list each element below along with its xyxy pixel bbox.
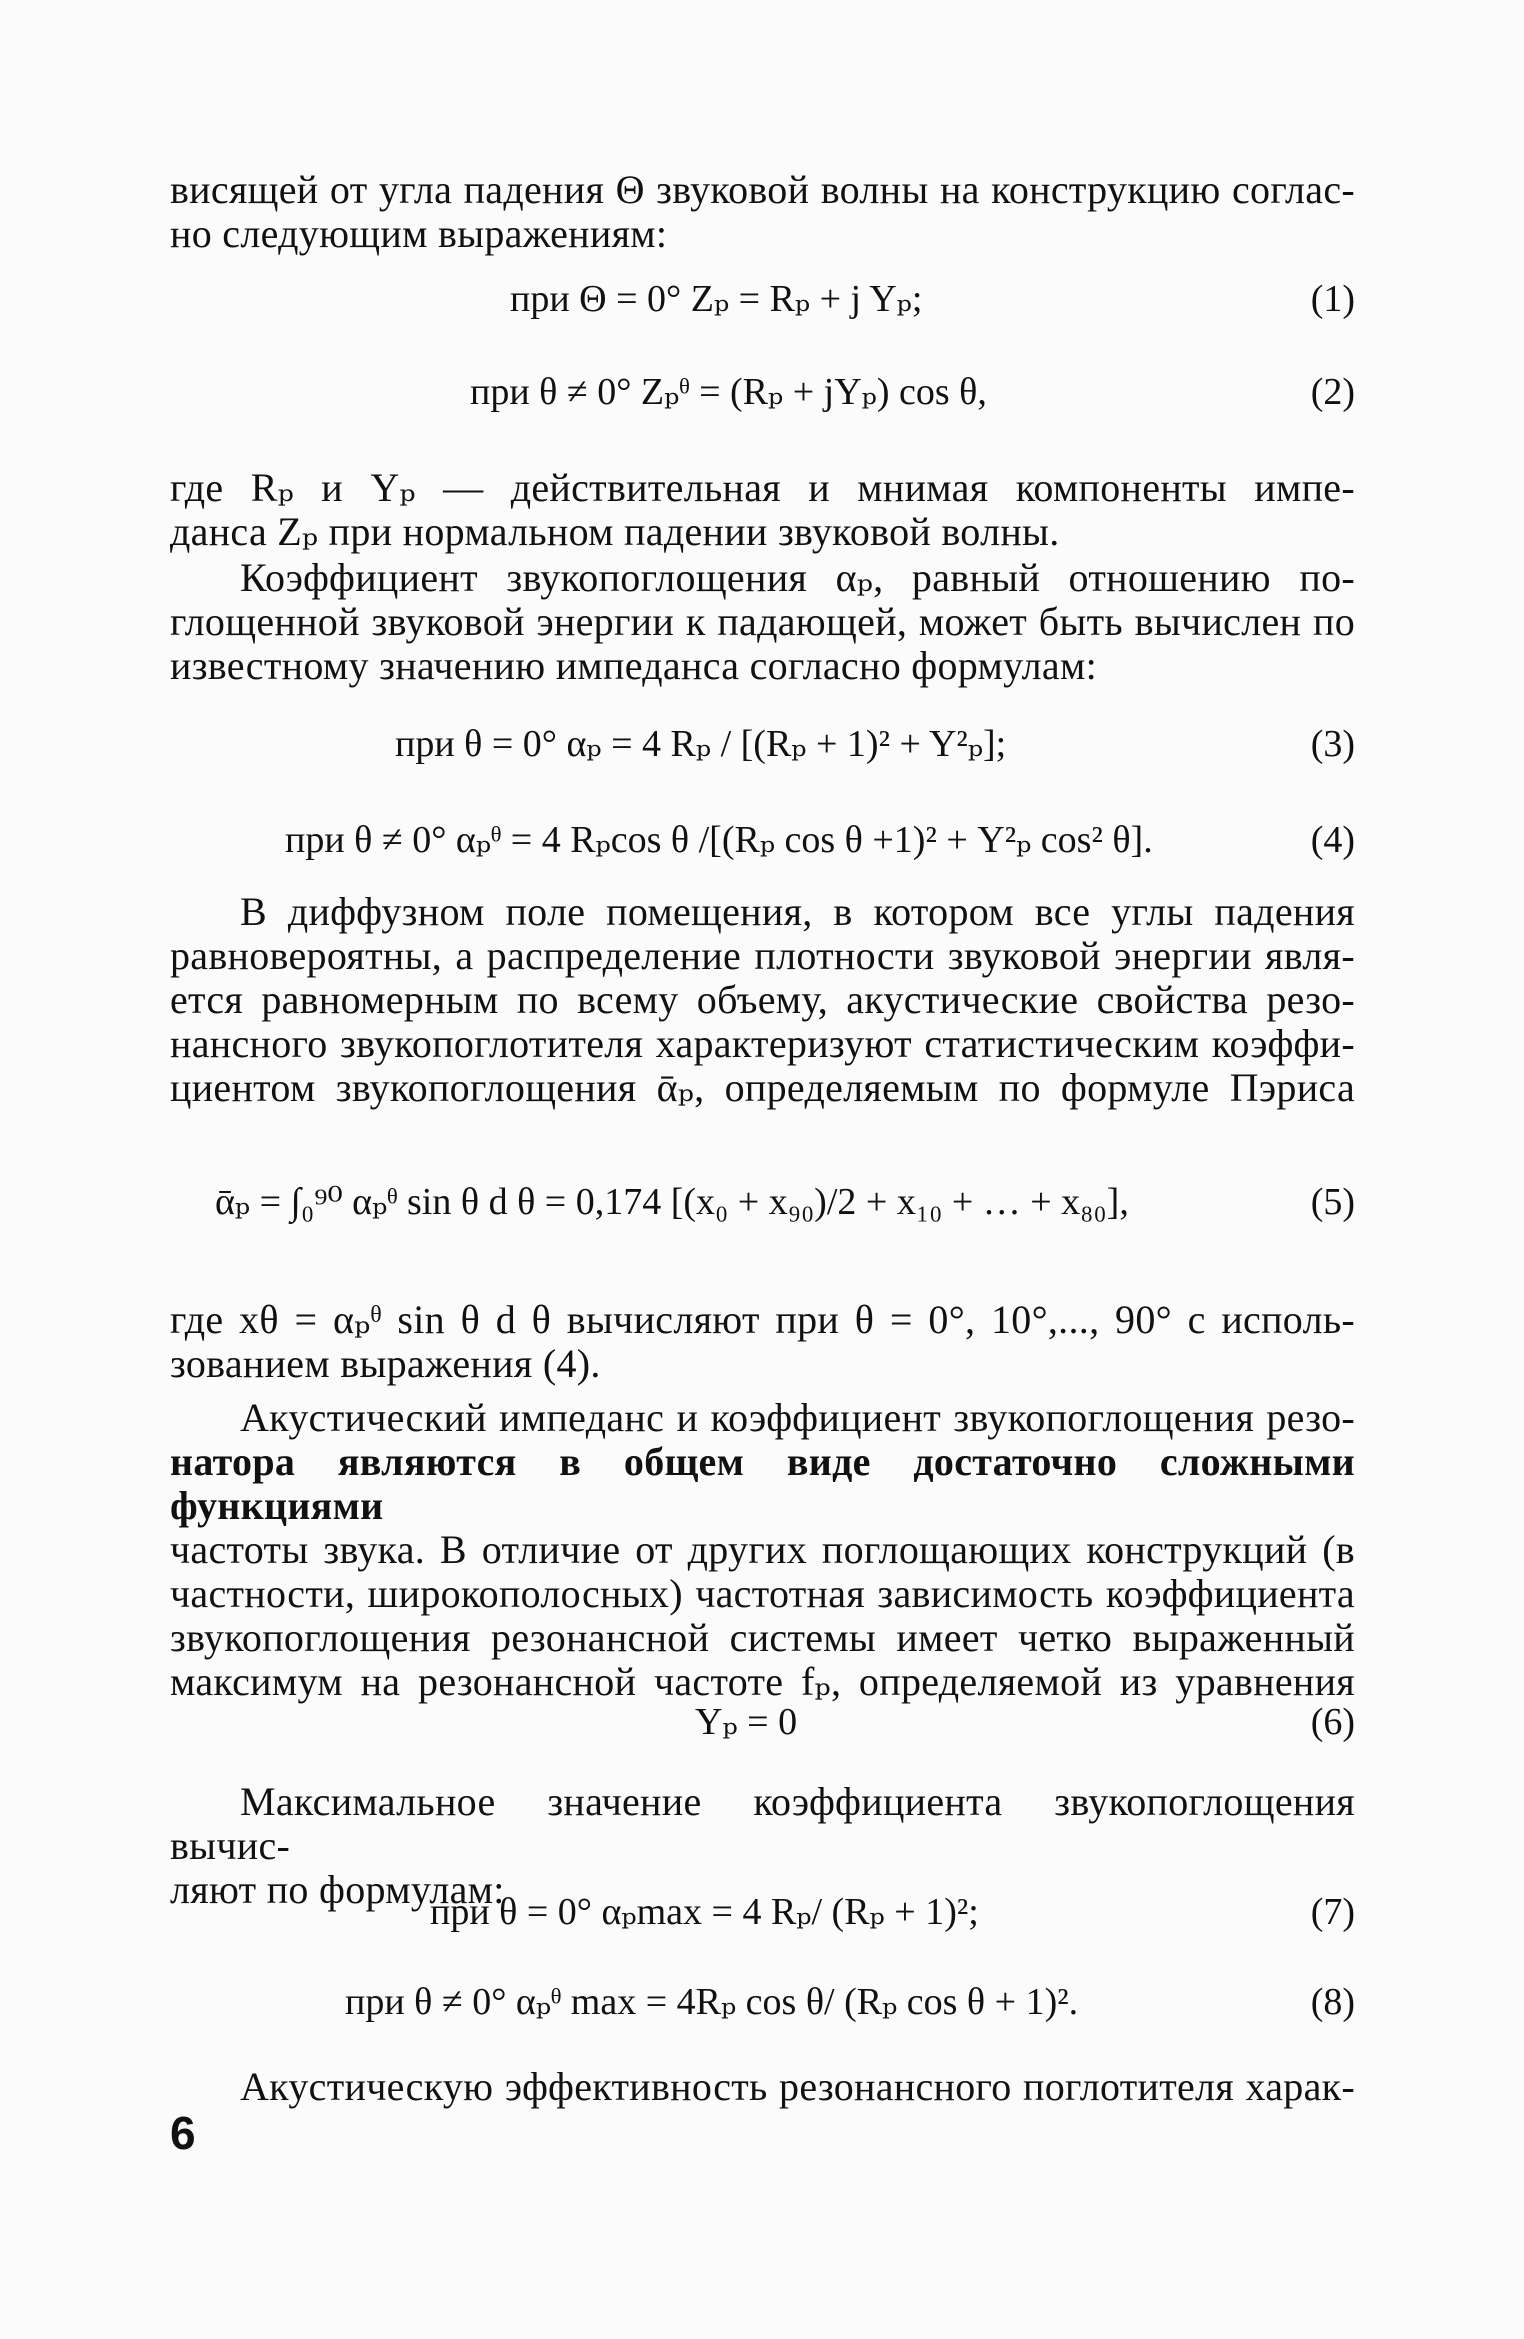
text-line: где xθ = αₚᶿ sin θ d θ вычисляют при θ = 0°, 10°,..., 90° с исполь- bbox=[170, 1297, 1355, 1342]
equation-4: при θ ≠ 0° αₚᶿ = 4 Rₚcos θ /[(Rₚ cos θ +1)² + Y²ₚ cos² θ]. bbox=[285, 819, 1153, 861]
text-line: нансного звукопоглотителя характеризуют статистическим коэффи- bbox=[170, 1021, 1355, 1066]
text-line: равновероятны, а распределение плотности звуковой энергии явля- bbox=[170, 933, 1355, 978]
text-line: данса Zₚ при нормальном падении звуковой волны. bbox=[170, 509, 1060, 554]
equation-number: (7) bbox=[1310, 1891, 1355, 1933]
coefficient-paragraph bbox=[170, 556, 1355, 688]
equation-number: (3) bbox=[1310, 723, 1355, 765]
text-line: известному значению импеданса согласно формулам: bbox=[170, 643, 1097, 688]
where-paragraph-2 bbox=[170, 1298, 1355, 1386]
text-line: Максимальное значение коэффициента звукопоглощения вычис- bbox=[170, 1779, 1355, 1868]
equation-number: (2) bbox=[1310, 371, 1355, 413]
text-line: максимум на резонансной частоте fₚ, определяемой из уравнения bbox=[170, 1659, 1355, 1704]
text-line: Акустический импеданс и коэффициент звукопоглощения резо- bbox=[240, 1395, 1355, 1440]
text-line: частности, широкополосных) частотная зависимость коэффициента bbox=[170, 1571, 1355, 1616]
equation-number: (4) bbox=[1310, 819, 1355, 861]
text-line: ется равномерным по всему объему, акустические свойства резо- bbox=[170, 977, 1355, 1022]
equation-number: (5) bbox=[1310, 1181, 1355, 1223]
text-line: натора являются в общем виде достаточно сложными функциями bbox=[170, 1439, 1355, 1528]
text-line: ляют по формулам: bbox=[170, 1867, 505, 1912]
closing-paragraph bbox=[170, 2065, 1355, 2109]
equation-number: (1) bbox=[1310, 278, 1355, 320]
equation-5: ᾱₚ = ∫₀⁹⁰ αₚᶿ sin θ d θ = 0,174 [(x₀ + x₉₀)/2 + x₁₀ + … + x₈₀], bbox=[215, 1181, 1129, 1223]
equation-number: (6) bbox=[1310, 1701, 1355, 1743]
text-line: звукопоглощения резонансной системы имеет четко выраженный bbox=[170, 1615, 1355, 1660]
equation-8: при θ ≠ 0° αₚᶿ max = 4Rₚ cos θ/ (Rₚ cos θ + 1)². bbox=[345, 1981, 1079, 2023]
equation-1: при Θ = 0° Zₚ = Rₚ + j Yₚ; bbox=[510, 278, 923, 320]
text-line: циентом звукопоглощения ᾱₚ, определяемым по формуле Пэриса bbox=[170, 1065, 1355, 1110]
intro-paragraph bbox=[170, 168, 1355, 256]
text-line: Акустическую эффективность резонансного поглотителя харак- bbox=[240, 2064, 1355, 2109]
text-line: где Rₚ и Yₚ — действительная и мнимая компоненты импе- bbox=[170, 465, 1355, 510]
text-line: Коэффициент звукопоглощения αₚ, равный отношению по- bbox=[240, 555, 1355, 600]
text-line: глощенной звуковой энергии к падающей, может быть вычислен по bbox=[170, 599, 1355, 644]
text-line: зованием выражения (4). bbox=[170, 1341, 601, 1386]
diffuse-field-paragraph bbox=[170, 890, 1355, 1110]
acoustic-impedance-paragraph bbox=[170, 1396, 1355, 1704]
equation-2: при θ ≠ 0° Zₚᶿ = (Rₚ + jYₚ) cos θ, bbox=[470, 371, 987, 413]
where-paragraph-1 bbox=[170, 466, 1355, 554]
text-line: частоты звука. В отличие от других поглощающих конструкций (в bbox=[170, 1527, 1355, 1572]
text-line: но следующим выражениям: bbox=[170, 211, 668, 256]
equation-number: (8) bbox=[1310, 1981, 1355, 2023]
equation-7: при θ = 0° αₚmax = 4 Rₚ/ (Rₚ + 1)²; bbox=[430, 1891, 979, 1933]
page-number: 6 bbox=[170, 2107, 196, 2159]
text-line: В диффузном поле помещения, в котором все углы падения bbox=[240, 889, 1355, 934]
text-line: висящей от угла падения Θ звуковой волны на конструкцию соглас- bbox=[170, 167, 1355, 212]
equation-6: Yₚ = 0 bbox=[695, 1701, 798, 1743]
equation-3: при θ = 0° αₚ = 4 Rₚ / [(Rₚ + 1)² + Y²ₚ]; bbox=[395, 723, 1007, 765]
